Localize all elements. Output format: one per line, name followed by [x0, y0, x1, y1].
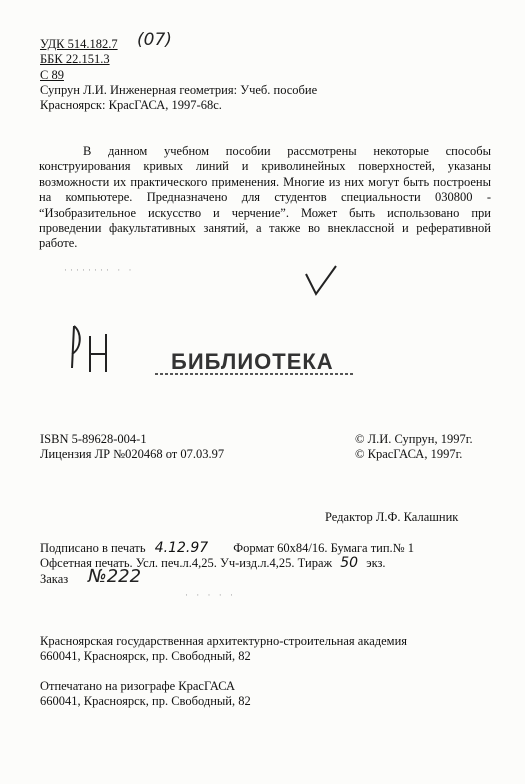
signed-line	[40, 541, 414, 555]
stamp-text: БИБЛИОТЕКА	[171, 349, 334, 374]
bbk-code: ББК 22.151.3	[40, 52, 110, 66]
library-stamp	[155, 345, 355, 387]
citation-line-2: Красноярск: КрасГАСА, 1997-68с.	[40, 98, 222, 112]
order-label: Заказ	[40, 572, 69, 586]
circulation: 50	[340, 555, 359, 571]
editor: Редактор Л.Ф. Калашник	[325, 510, 459, 524]
handwritten-initials	[62, 318, 132, 378]
udk-line	[40, 37, 118, 51]
license: Лицензия ЛР №020468 от 07.03.97	[40, 447, 225, 461]
checkmark-mark	[300, 262, 342, 298]
author-code: С 89	[40, 68, 64, 82]
isbn: ISBN 5-89628-004-1	[40, 432, 147, 446]
academy-address: 660041, Красноярск, пр. Свободный, 82	[40, 649, 251, 663]
udk-handwritten-note: (07)	[137, 30, 172, 50]
format-info: Формат 60х84/16. Бумага тип.№ 1	[233, 541, 414, 555]
signed-label: Подписано в печать	[40, 541, 146, 555]
order-number: №222	[88, 566, 142, 587]
udk-code: УДК 514.182.7	[40, 37, 118, 51]
printed-by: Отпечатано на ризографе КрасГАСА	[40, 679, 235, 693]
scan-noise: ········ · ·	[64, 265, 135, 275]
copies-label: экз.	[366, 556, 386, 570]
copyright-academy: © КрасГАСА, 1997г.	[355, 447, 463, 461]
abstract-paragraph: В данном учебном пособии рассмотрены некоторые способы конструирования кривых линий и криволинейных поверхностей, указаны возможности их практического применения. Многие из них могут быть построены на компьютере. Предназначено для студентов специальности 030800 - “Изобразительное искусство и черчение”. Может быть использовано при проведении факультативных занятий, а также во внеклассной и реферативной работе.	[39, 144, 491, 251]
order-line	[40, 572, 68, 586]
academy-name: Красноярская государственная архитектурно-строительная академия	[40, 634, 408, 648]
printed-address: 660041, Красноярск, пр. Свободный, 82	[40, 694, 251, 708]
print-info: Офсетная печать. Усл. печ.л.4,25. Уч-изд.л.4,25. Тираж	[40, 556, 333, 570]
copyright-author: © Л.И. Супрун, 1997г.	[355, 432, 473, 446]
scan-noise: · · · · ·	[185, 590, 236, 600]
signed-date: 4.12.97	[154, 540, 209, 556]
citation-line-1: Супрун Л.И. Инженерная геометрия: Учеб. пособие	[40, 83, 318, 97]
